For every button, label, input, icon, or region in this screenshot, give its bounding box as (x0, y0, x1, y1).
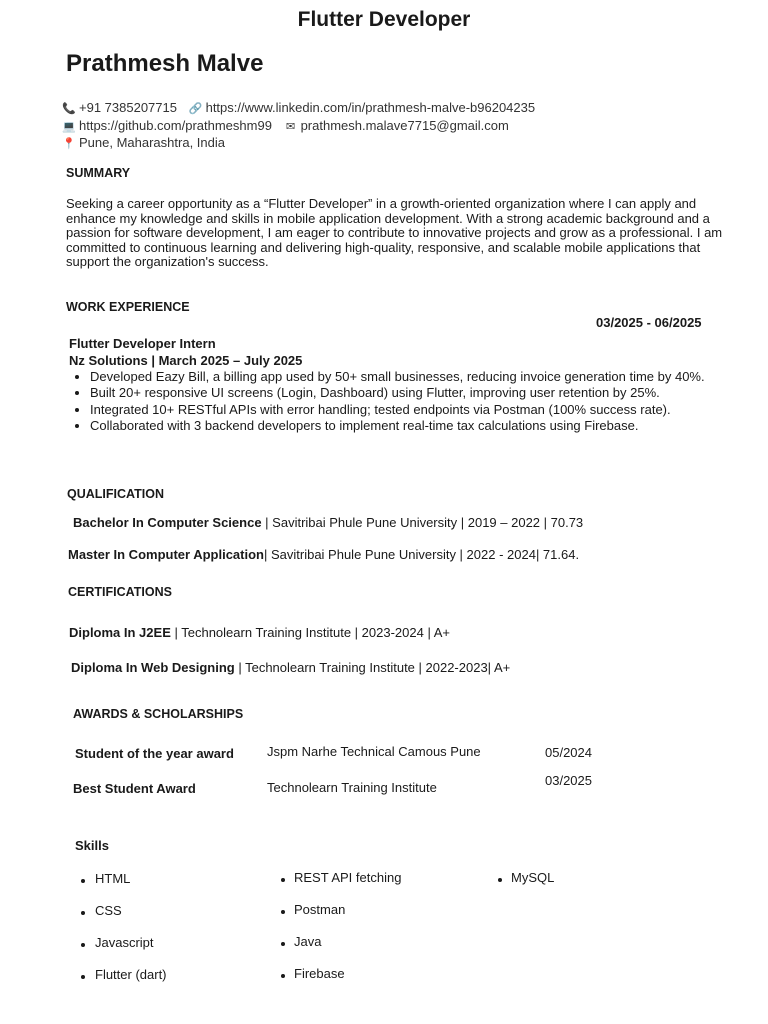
skills-heading: Skills (75, 838, 109, 853)
bullet-dot (281, 942, 285, 946)
bullet-dot (81, 911, 85, 915)
work-company: Nz Solutions | March 2025 – July 2025 (69, 353, 303, 368)
email-link[interactable]: prathmesh.malave7715@gmail.com (300, 118, 509, 133)
certification-details: | Technolearn Training Institute | 2022-2023| A+ (234, 660, 511, 675)
work-bullet: • Built 20+ responsive UI screens (Login, Dashboard) using Flutter, improving user retention by 25%. (90, 385, 750, 401)
contact-row-1 (62, 100, 535, 115)
phone-icon: 📞 (62, 103, 76, 115)
certifications-heading: CERTIFICATIONS (68, 585, 172, 599)
skill-item: Java (294, 934, 322, 949)
bullet-dot (281, 910, 285, 914)
document-title: Flutter Developer (297, 8, 471, 31)
skill-item: Flutter (dart) (95, 967, 167, 982)
qualification-details: | Savitribai Phule Pune University | 2022 - 2024| 71.64. (263, 547, 580, 562)
github-link[interactable]: https://github.com/prathmeshm99 (79, 118, 272, 133)
work-heading: WORK EXPERIENCE (66, 300, 190, 314)
certification-item (71, 660, 510, 675)
candidate-name: Prathmesh Malve (66, 50, 264, 77)
qualification-details: | Savitribai Phule Pune University | 2019 – 2022 | 70.73 (261, 515, 584, 530)
work-bullet: • Collaborated with 3 backend developers to implement real-time tax calculations using Firebase. (90, 418, 750, 434)
work-role: Flutter Developer Intern (69, 336, 216, 351)
award-date: 05/2024 (545, 745, 592, 760)
qualification-item (73, 515, 583, 530)
work-bullet: • Developed Eazy Bill, a billing app used by 50+ small businesses, reducing invoice generation time by 40%. (90, 369, 750, 385)
certification-details: | Technolearn Training Institute | 2023-2024 | A+ (170, 625, 450, 640)
email-icon: ✉ (285, 121, 296, 133)
qualification-item (68, 547, 579, 562)
qualification-heading: QUALIFICATION (67, 487, 164, 501)
contact-row-3 (62, 135, 225, 150)
certification-item (69, 625, 450, 640)
bullet-dot (281, 878, 285, 882)
award-title: Best Student Award (73, 781, 196, 796)
award-org: Technolearn Training Institute (267, 780, 437, 795)
summary-heading: SUMMARY (66, 166, 131, 180)
work-bullets (72, 369, 750, 434)
work-bullet: • Integrated 10+ RESTful APIs with error handling; tested endpoints via Postman (100% success rate). (90, 402, 750, 418)
location-pin-icon: 📍 (62, 138, 76, 150)
summary-text: Seeking a career opportunity as a “Flutter Developer” in a growth-oriented organization where I can apply and enhance my knowledge and skills in mobile application development. With a strong academic background and a passion for software development, I am eager to contribute to innovative projects and grow as a professional. I am committed to continuous learning and delivering high-quality, responsive, and scalable mobile applications that support the organization's success. (66, 196, 723, 270)
laptop-icon: 💻 (62, 121, 76, 133)
bullet-dot (81, 975, 85, 979)
location-text: Pune, Maharashtra, India (79, 135, 225, 150)
skill-item: REST API fetching (294, 870, 402, 885)
certification-name: Diploma In Web Designing (71, 660, 235, 675)
award-title: Student of the year award (75, 746, 234, 761)
awards-heading: AWARDS & SCHOLARSHIPS (73, 707, 244, 721)
link-icon: 🔗 (188, 103, 203, 115)
qualification-degree: Bachelor In Computer Science (73, 515, 262, 530)
skill-item: Firebase (294, 966, 345, 981)
skill-item: HTML (95, 871, 131, 886)
skill-item: MySQL (511, 870, 555, 885)
bullet-dot (281, 974, 285, 978)
award-date: 03/2025 (545, 773, 592, 788)
qualification-degree: Master In Computer Application (68, 547, 264, 562)
award-org: Jspm Narhe Technical Camous Pune (267, 744, 481, 759)
bullet-dot (498, 878, 502, 882)
certification-name: Diploma In J2EE (69, 625, 171, 640)
work-dates: 03/2025 - 06/2025 (596, 315, 702, 330)
skill-item: Postman (294, 902, 346, 917)
skill-item: Javascript (95, 935, 154, 950)
bullet-dot (81, 943, 85, 947)
phone-text: +91 7385207715 (79, 100, 177, 115)
bullet-dot (81, 879, 85, 883)
contact-row-2 (62, 118, 509, 133)
skill-item: CSS (95, 903, 122, 918)
linkedin-link[interactable]: https://www.linkedin.com/in/prathmesh-malve-b96204235 (205, 100, 536, 115)
